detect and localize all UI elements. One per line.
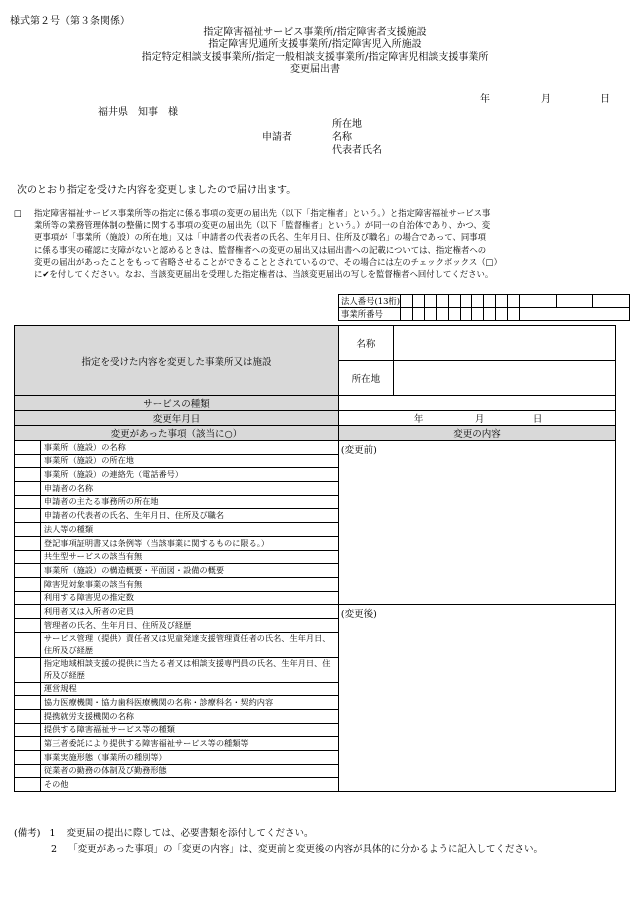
item-mark-cell[interactable]: [15, 495, 41, 509]
list-item: 申請者の主たる事務所の所在地: [40, 495, 338, 509]
list-item: 法人等の種類: [40, 523, 338, 537]
notice-line: 更事項が「事業所（施設）の所在地」又は「申請者の代表者の氏名、生年月日、住所及び職名」の場合であって、同事項: [34, 232, 486, 243]
office-digit-cell[interactable]: [436, 308, 448, 321]
change-before-label: (変更前): [340, 445, 377, 456]
list-item: サービス管理（提供）責任者又は児童発達支援管理責任者の氏名、生年月日、住所及び経歴: [40, 632, 338, 657]
applicant-label: 申請者: [262, 132, 292, 143]
corp-digit-cell[interactable]: [401, 295, 413, 308]
office-digit-cell[interactable]: [472, 308, 484, 321]
item-mark-cell[interactable]: [15, 696, 41, 710]
change-date-field[interactable]: [338, 411, 615, 426]
list-item: 申請者の代表者の氏名、生年月日、住所及び職名: [40, 509, 338, 523]
corp-digit-cell[interactable]: [593, 295, 630, 308]
office-number-tail[interactable]: [519, 308, 629, 321]
notice-line: に係る事実の確認に支障がないと認めるときは、監督権者への変更の届出又は届出書への記載については、指定権者への: [34, 244, 487, 255]
item-mark-cell[interactable]: [15, 454, 41, 468]
facility-address-field[interactable]: [393, 361, 615, 396]
list-item: 登記事項証明書又は条例等（当該事業に関するものに限る。）: [40, 536, 338, 550]
change-date-year: 年: [413, 414, 424, 425]
title-line-2: 指定障害児通所支援事業所/指定障害児入所施設: [208, 39, 422, 51]
list-item: 第三者委託により提供する障害福祉サービス等の種類等: [40, 737, 338, 751]
change-after-field[interactable]: [338, 605, 615, 792]
item-mark-cell[interactable]: [15, 468, 41, 482]
change-date-day: 日: [532, 414, 543, 425]
notes-label: (備考): [14, 828, 41, 839]
corp-digit-cell[interactable]: [496, 295, 508, 308]
item-mark-cell[interactable]: [15, 605, 41, 619]
corp-digit-cell[interactable]: [508, 295, 520, 308]
form-number: 様式第２号（第３条関係）: [10, 16, 130, 27]
change-content-header: 変更の内容: [338, 426, 615, 441]
office-digit-cell[interactable]: [401, 308, 413, 321]
list-item: 提携就労支援機関の名称: [40, 710, 338, 724]
change-date-month: 月: [474, 414, 485, 425]
item-mark-cell[interactable]: [15, 564, 41, 578]
item-mark-cell[interactable]: [15, 550, 41, 564]
corp-digit-cell[interactable]: [472, 295, 484, 308]
notice-line: 指定障害福祉サービス事業所等の指定に係る事項の変更の届出先（以下「指定権者」という。）と指定障害福祉サービス事: [34, 208, 491, 218]
change-before-field[interactable]: [338, 441, 615, 605]
service-type-label: サービスの種類: [15, 396, 339, 411]
list-item: 事業所（施設）の名称: [40, 441, 338, 455]
item-mark-cell[interactable]: [15, 632, 41, 657]
item-mark-cell[interactable]: [15, 618, 41, 632]
date-month: 月: [541, 94, 551, 105]
office-digit-cell[interactable]: [484, 308, 496, 321]
title-line-1: 指定障害福祉サービス事業所/指定障害者支援施設: [203, 27, 427, 38]
item-mark-cell[interactable]: [15, 751, 41, 765]
list-item: 従業者の勤務の体制及び勤務形態: [40, 764, 338, 778]
notice-line: 業所等の業務管理体制の整備に関する事項の変更の届出先（以下「監督権者」という。）が同一の自治体であり、かつ、変: [34, 220, 491, 231]
office-digit-cell[interactable]: [424, 308, 436, 321]
office-digit-cell[interactable]: [412, 308, 424, 321]
applicant-name-label: 名称: [332, 132, 352, 143]
list-item: 事業所（施設）の所在地: [40, 454, 338, 468]
office-digit-cell[interactable]: [496, 308, 508, 321]
item-mark-cell[interactable]: [15, 482, 41, 496]
service-type-field[interactable]: [338, 396, 615, 411]
note-number: 2: [51, 844, 58, 855]
list-item: 共生型サービスの該当有無: [40, 550, 338, 564]
list-item: その他: [40, 778, 338, 792]
facility-name-label: 名称: [338, 326, 393, 361]
list-item: 利用者又は入所者の定員: [40, 605, 338, 619]
corp-number-table: [338, 294, 630, 321]
item-mark-cell[interactable]: [15, 723, 41, 737]
item-mark-cell[interactable]: [15, 710, 41, 724]
corp-digit-cell[interactable]: [519, 295, 556, 308]
list-item: 管理者の氏名、生年月日、住所及び経歴: [40, 618, 338, 632]
item-mark-cell[interactable]: [15, 778, 41, 792]
note-text: 変更届の提出に際しては、必要書類を添付してください。: [66, 828, 314, 839]
addressee: 福井県 知事 様: [98, 107, 178, 118]
corp-digit-cell[interactable]: [484, 295, 496, 308]
list-item: 提供する障害福祉サービス等の種類: [40, 723, 338, 737]
facility-label: 指定を受けた内容を変更した事業所又は施設: [15, 326, 339, 396]
change-date-label: 変更年月日: [15, 411, 339, 426]
corp-number-label: 法人番号(13桁): [339, 295, 401, 308]
office-digit-cell[interactable]: [448, 308, 460, 321]
corp-digit-cell[interactable]: [556, 295, 593, 308]
item-mark-cell[interactable]: [15, 577, 41, 591]
date-day: 日: [600, 94, 610, 105]
list-item: 事業所（施設）の構造概要・平面図・設備の概要: [40, 564, 338, 578]
list-item: 事業所（施設）の連絡先（電話番号）: [40, 468, 338, 482]
applicant-representative-label: 代表者氏名: [332, 145, 382, 156]
item-mark-cell[interactable]: [15, 682, 41, 696]
change-form-table: [14, 325, 616, 792]
applicant-address-label: 所在地: [332, 119, 362, 130]
list-item: 障害児対象事業の該当有無: [40, 577, 338, 591]
list-item: 申請者の名称: [40, 482, 338, 496]
notice-line: に✔を付してください。なお、当該変更届出を受理した指定権者は、当該変更届出の写しを監督権者へ回付してください。: [34, 269, 494, 280]
list-item: 協力医療機関・協力歯科医療機関の名称・診療科名・契約内容: [40, 696, 338, 710]
office-digit-cell[interactable]: [508, 308, 520, 321]
facility-address-label: 所在地: [338, 361, 393, 396]
corp-digit-cell[interactable]: [460, 295, 472, 308]
list-item: 事業実施形態（事業所の種別等）: [40, 751, 338, 765]
list-item: 利用する障害児の推定数: [40, 591, 338, 605]
item-mark-cell[interactable]: [15, 509, 41, 523]
date-year: 年: [480, 94, 490, 105]
facility-name-field[interactable]: [393, 326, 615, 361]
corp-digit-cell[interactable]: [412, 295, 424, 308]
office-digit-cell[interactable]: [460, 308, 472, 321]
note-text: 「変更があった事項」の「変更の内容」は、変更前と変更後の内容が具体的に分かるように記入してください。: [68, 844, 543, 855]
item-mark-cell[interactable]: [15, 591, 41, 605]
change-after-label: (変更後): [340, 609, 377, 621]
item-mark-cell[interactable]: [15, 764, 41, 778]
item-mark-cell[interactable]: [15, 536, 41, 550]
item-mark-cell[interactable]: [15, 657, 41, 682]
corp-digit-cell[interactable]: [424, 295, 436, 308]
note-number: 1: [49, 828, 56, 839]
notice-checkbox[interactable]: □: [14, 208, 22, 218]
item-mark-cell[interactable]: [15, 737, 41, 751]
title-line-3: 指定特定相談支援事業所/指定一般相談支援事業所/指定障害児相談支援事業所: [141, 51, 489, 63]
item-mark-cell[interactable]: [15, 523, 41, 537]
notice-line: 変更の届出があったことをもって省略させることができることとされているので、その場合には左のチェックボックス（□）: [34, 256, 502, 267]
notes-block: [14, 826, 543, 858]
notice-block: [14, 207, 594, 280]
item-mark-cell[interactable]: [15, 441, 41, 455]
list-item: 指定地域相談支援の提供に当たる者又は相談支援専門員の氏名、生年月日、住所及び経歴: [40, 657, 338, 682]
list-item: 運営規程: [40, 682, 338, 696]
changed-items-header: 変更があった事項（該当に○）: [15, 426, 339, 441]
intro-text: 次のとおり指定を受けた内容を変更しましたので届け出ます。: [17, 185, 297, 196]
office-number-label: 事業所番号: [339, 308, 401, 321]
corp-digit-cell[interactable]: [436, 295, 448, 308]
document-title: 変更届出書: [290, 63, 340, 75]
document-titles: [0, 27, 630, 76]
corp-digit-cell[interactable]: [448, 295, 460, 308]
